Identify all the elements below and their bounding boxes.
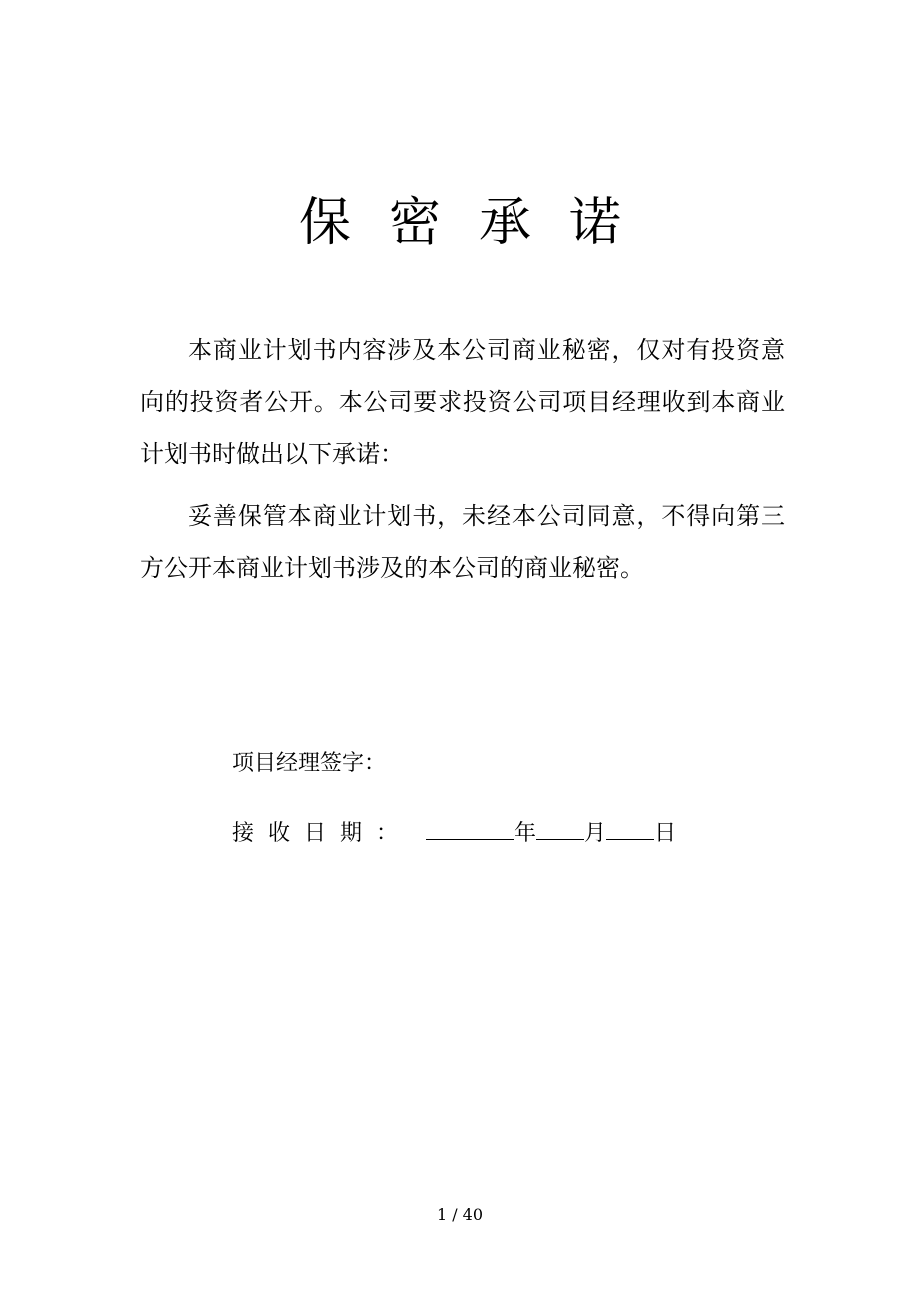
manager-signature-line (232, 748, 386, 780)
paragraph-commitment: 妥善保管本商业计划书，未经本公司同意，不得向第三方公开本商业计划书涉及的本公司的商业秘密。 (140, 502, 785, 582)
receive-date-colon: ： (376, 821, 399, 846)
day-unit: 日 (654, 821, 677, 846)
receive-date-line (232, 815, 676, 850)
month-unit: 月 (584, 821, 607, 846)
year-blank[interactable] (426, 815, 514, 840)
page-title: 保密承诺 (298, 193, 659, 253)
page-number: 1 / 40 (436, 1205, 484, 1224)
year-unit: 年 (514, 821, 537, 846)
manager-signature-label: 项目经理签字： (232, 751, 387, 776)
receive-date-label: 接收日期 (232, 821, 377, 846)
paragraph-confidentiality-scope: 本商业计划书内容涉及本公司商业秘密，仅对有投资意向的投资者公开。本公司要求投资公司项目经理收到本商业计划书时做出以下承诺： (140, 336, 785, 468)
day-blank[interactable] (606, 815, 654, 840)
month-blank[interactable] (536, 815, 584, 840)
